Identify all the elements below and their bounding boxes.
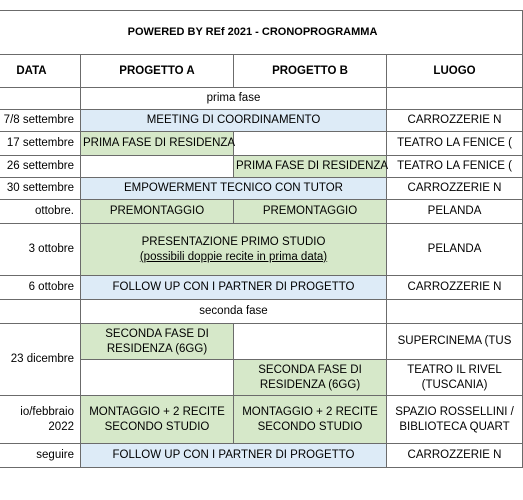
activity-line: PRESENTAZIONE PRIMO STUDIO — [141, 235, 326, 248]
activity-b-cell: PRIMA FASE DI RESIDENZA — [234, 156, 387, 178]
activity-b-cell — [234, 360, 387, 396]
activity-line: SECONDO STUDIO — [257, 420, 363, 433]
location-cell — [387, 396, 523, 444]
location-cell: CARROZZERIE N — [387, 178, 523, 200]
date-cell: 23 dicembre — [0, 324, 81, 396]
table-row — [0, 324, 523, 360]
schedule-table — [0, 10, 523, 468]
location-line: TEATRO IL RIVEL — [407, 363, 502, 376]
location-cell: CARROZZERIE N — [387, 276, 523, 300]
activity-line: RESIDENZA (6GG) — [106, 342, 208, 355]
location-cell: PELANDA — [387, 224, 523, 276]
header-progetto-a: PROGETTO A — [81, 55, 234, 88]
location-line: (TUSCANIA) — [421, 378, 488, 391]
phase-row — [0, 300, 523, 324]
activity-a-cell: PRIMA FASE DI RESIDENZA — [81, 132, 234, 156]
table-row — [0, 444, 523, 468]
date-cell: 30 settembre — [0, 178, 81, 200]
activity-line: SECONDO STUDIO — [104, 420, 210, 433]
location-cell — [387, 360, 523, 396]
header-luogo: LUOGO — [387, 55, 523, 88]
phase-label: prima fase — [81, 88, 387, 110]
table-row — [0, 110, 523, 132]
date-cell: 26 settembre — [0, 156, 81, 178]
table-title: POWERED BY REf 2021 - CRONOPROGRAMMA — [0, 11, 523, 55]
activity-cell: FOLLOW UP CON I PARTNER DI PROGETTO — [81, 444, 387, 468]
date-cell: ottobre. — [0, 200, 81, 224]
location-cell: SUPERCINEMA (TUS — [387, 324, 523, 360]
date-cell: 6 ottobre — [0, 276, 81, 300]
activity-cell — [81, 224, 387, 276]
activity-line: SECONDA FASE DI — [258, 363, 362, 376]
date-cell: 3 ottobre — [0, 224, 81, 276]
table-row — [0, 276, 523, 300]
date-cell: 17 settembre — [0, 132, 81, 156]
location-cell: CARROZZERIE N — [387, 444, 523, 468]
activity-note: (possibili doppie recite in prima data) — [139, 250, 328, 263]
activity-line: MONTAGGIO + 2 RECITE — [89, 405, 225, 418]
phase-row — [0, 88, 523, 110]
activity-b-cell — [234, 396, 387, 444]
activity-a-cell — [81, 324, 234, 360]
header-progetto-b: PROGETTO B — [234, 55, 387, 88]
header-row — [0, 55, 523, 88]
activity-line: RESIDENZA (6GG) — [259, 378, 361, 391]
table-row — [0, 224, 523, 276]
date-cell: 7/8 settembre — [0, 110, 81, 132]
table-row — [0, 132, 523, 156]
date-cell: seguire — [0, 444, 81, 468]
location-cell: CARROZZERIE N — [387, 110, 523, 132]
phase-label: seconda fase — [81, 300, 387, 324]
location-cell: TEATRO LA FENICE ( — [387, 156, 523, 178]
location-line: BIBLIOTECA QUART — [399, 420, 510, 433]
table-row — [0, 200, 523, 224]
table-row — [0, 396, 523, 444]
date-line: io/febbraio — [20, 405, 74, 418]
date-line: 2022 — [48, 420, 74, 433]
date-cell — [0, 396, 81, 444]
activity-b-cell: PREMONTAGGIO — [234, 200, 387, 224]
activity-cell: MEETING DI COORDINAMENTO — [81, 110, 387, 132]
location-line: SPAZIO ROSSELLINI / — [395, 405, 514, 418]
location-cell: TEATRO LA FENICE ( — [387, 132, 523, 156]
activity-a-cell — [81, 396, 234, 444]
activity-line: SECONDA FASE DI — [105, 327, 209, 340]
location-cell: PELANDA — [387, 200, 523, 224]
header-data: DATA — [0, 55, 81, 88]
activity-a-cell: PREMONTAGGIO — [81, 200, 234, 224]
activity-cell: EMPOWERMENT TECNICO CON TUTOR — [81, 178, 387, 200]
table-row — [0, 178, 523, 200]
activity-cell: FOLLOW UP CON I PARTNER DI PROGETTO — [81, 276, 387, 300]
table-row — [0, 156, 523, 178]
activity-line: MONTAGGIO + 2 RECITE — [242, 405, 378, 418]
